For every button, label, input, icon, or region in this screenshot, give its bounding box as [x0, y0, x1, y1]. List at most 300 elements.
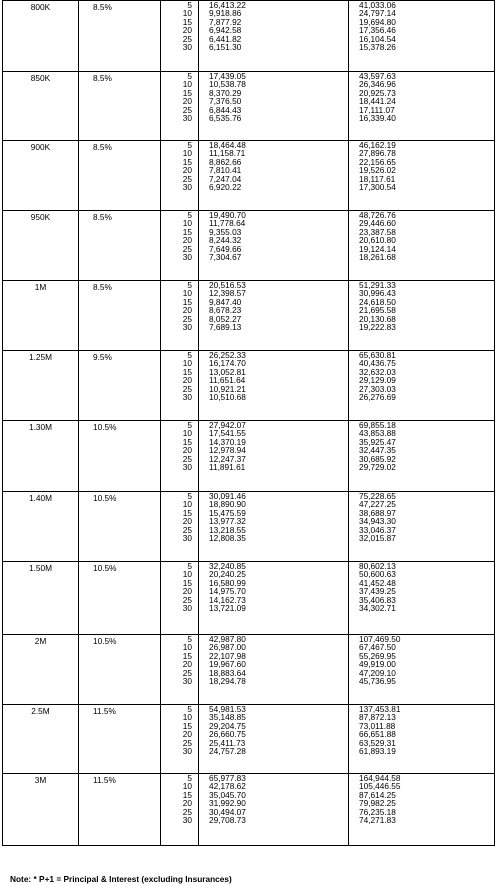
principal-interest-value: 8,244.32: [209, 235, 242, 246]
required-income-value: 27,303.03: [359, 383, 396, 394]
principal-interest-value: 12,398.57: [209, 288, 246, 299]
principal-interest-cell: [199, 705, 349, 774]
required-income-value: 87,614.25: [359, 789, 396, 800]
term-years-cell-list: [161, 562, 198, 612]
principal-interest-cell-list: [199, 705, 348, 755]
term-year: 15: [182, 226, 192, 237]
required-income-value: 38,688.97: [359, 507, 396, 518]
term-year: 30: [182, 321, 192, 332]
principal-interest-cell: [199, 492, 349, 562]
interest-rate-cell: 8.5%: [79, 72, 161, 141]
principal-interest-value: 16,413.22: [209, 0, 246, 10]
required-income-value: 48,726.76: [359, 210, 396, 220]
term-year: 10: [182, 288, 192, 299]
principal-interest-cell-list: [199, 492, 348, 542]
principal-interest-value: 7,810.41: [209, 165, 242, 176]
principal-interest-value: 13,721.09: [209, 602, 246, 613]
principal-interest-value: 42,987.80: [209, 634, 246, 644]
required-income-cell: [349, 774, 495, 846]
principal-interest-value: 12,978.94: [209, 445, 246, 456]
required-income-cell: [349, 211, 495, 281]
principal-interest-value: 8,370.29: [209, 87, 242, 98]
principal-interest-value: 7,304.67: [209, 251, 242, 262]
term-year: 15: [182, 156, 192, 167]
term-years-cell: [161, 1, 199, 72]
term-years-cell-list: [161, 635, 198, 685]
principal-interest-cell: [199, 141, 349, 211]
principal-interest-value: 17,439.05: [209, 71, 246, 81]
term-year: 30: [182, 251, 192, 262]
required-income-value: 50,600.63: [359, 569, 396, 580]
principal-interest-value: 18,890.90: [209, 499, 246, 510]
required-income-cell-list: [349, 774, 494, 824]
required-income-cell: [349, 562, 495, 635]
principal-interest-value: 11,891.61: [209, 461, 246, 472]
principal-interest-cell: [199, 1, 349, 72]
required-income-value: 79,982.25: [359, 798, 396, 809]
principal-interest-value: 14,370.19: [209, 436, 246, 447]
term-year: 20: [182, 516, 192, 527]
principal-interest-cell-list: [199, 562, 348, 612]
required-income-cell-list: [349, 351, 494, 401]
principal-interest-cell: [199, 421, 349, 492]
interest-rate-cell: 8.5%: [79, 1, 161, 72]
required-income-value: 26,276.69: [359, 391, 396, 402]
principal-interest-value: 30,091.46: [209, 491, 246, 501]
principal-interest-value: 18,883.64: [209, 667, 246, 678]
required-income-value: 26,346.96: [359, 79, 396, 90]
principal-interest-cell-list: [199, 281, 348, 331]
principal-interest-value: 16,174.70: [209, 358, 246, 369]
required-income-value: 74,271.83: [359, 814, 396, 825]
term-year: 30: [182, 112, 192, 123]
term-years-cell-list: [161, 492, 198, 542]
principal-interest-cell-list: [199, 141, 348, 191]
required-income-value: 66,651.88: [359, 729, 396, 740]
principal-interest-cell-list: [199, 351, 348, 401]
required-income-cell-list: [349, 705, 494, 755]
table-row: [3, 705, 495, 774]
principal-interest-value: 8,862.66: [209, 156, 242, 167]
principal-interest-value: 54,981.53: [209, 704, 246, 714]
required-income-value: 29,446.60: [359, 218, 396, 229]
principal-interest-value: 17,541.55: [209, 428, 246, 439]
required-income-value: 80,602.13: [359, 561, 396, 571]
term-year: 20: [182, 235, 192, 246]
required-income-value: 55,269.95: [359, 650, 396, 661]
term-years-cell: [161, 492, 199, 562]
term-year: 5: [187, 0, 192, 10]
required-income-value: 32,015.87: [359, 532, 396, 543]
term-years-cell-list: [161, 141, 198, 191]
principal-interest-value: 11,158.71: [209, 148, 246, 159]
required-income-value: 107,469.50: [359, 634, 401, 644]
term-years-cell: [161, 421, 199, 492]
principal-interest-value: 26,987.00: [209, 642, 246, 653]
term-year: 20: [182, 96, 192, 107]
required-income-value: 27,896.78: [359, 148, 396, 159]
principal-interest-value: 14,162.73: [209, 594, 246, 605]
required-income-value: 19,694.80: [359, 16, 396, 27]
term-year: 20: [182, 165, 192, 176]
principal-interest-value: 18,464.48: [209, 140, 246, 150]
loan-amortization-table: [2, 0, 495, 846]
required-income-cell: [349, 492, 495, 562]
principal-interest-cell-list: [199, 1, 348, 51]
principal-interest-cell: [199, 562, 349, 635]
term-year: 15: [182, 650, 192, 661]
required-income-value: 43,597.63: [359, 71, 396, 81]
term-year: 5: [187, 280, 192, 290]
required-income-value: 61,893.19: [359, 745, 396, 756]
term-years-cell: [161, 141, 199, 211]
required-income-value: 47,227.25: [359, 499, 396, 510]
required-income-cell-list: [349, 281, 494, 331]
term-years-cell: [161, 635, 199, 705]
required-income-value: 15,378.26: [359, 41, 396, 52]
required-income-cell-list: [349, 421, 494, 471]
required-income-value: 65,630.81: [359, 350, 396, 360]
required-income-value: 45,736.95: [359, 675, 396, 686]
term-year: 20: [182, 586, 192, 597]
principal-interest-cell: [199, 351, 349, 421]
term-year: 30: [182, 41, 192, 52]
required-income-value: 24,797.14: [359, 8, 396, 19]
principal-interest-value: 11,778.64: [209, 218, 246, 229]
term-year: 20: [182, 659, 192, 670]
principal-interest-value: 35,045.70: [209, 789, 246, 800]
required-income-cell-list: [349, 211, 494, 261]
principal-interest-value: 7,877.92: [209, 16, 242, 27]
term-years-cell: [161, 281, 199, 351]
required-income-value: 24,618.50: [359, 296, 396, 307]
required-income-value: 87,872.13: [359, 712, 396, 723]
loan-amount-cell: 2.5M: [3, 705, 79, 774]
interest-rate-cell: 9.5%: [79, 351, 161, 421]
required-income-value: 49,919.00: [359, 659, 396, 670]
required-income-value: 47,209.10: [359, 667, 396, 678]
principal-interest-value: 25,411.73: [209, 737, 246, 748]
term-years-cell: [161, 211, 199, 281]
required-income-value: 51,291.33: [359, 280, 396, 290]
required-income-value: 63,529.31: [359, 737, 396, 748]
principal-interest-value: 6,151.30: [209, 41, 242, 52]
term-year: 5: [187, 350, 192, 360]
interest-rate-cell: 11.5%: [79, 705, 161, 774]
required-income-cell: [349, 351, 495, 421]
term-year: 10: [182, 148, 192, 159]
required-income-value: 67,467.50: [359, 642, 396, 653]
required-income-value: 20,130.68: [359, 313, 396, 324]
term-year: 5: [187, 561, 192, 571]
loan-amount-cell: 850K: [3, 72, 79, 141]
required-income-value: 76,235.18: [359, 806, 396, 817]
term-year: 25: [182, 667, 192, 678]
principal-interest-value: 6,535.76: [209, 112, 242, 123]
principal-interest-value: 27,942.07: [209, 420, 246, 430]
principal-interest-value: 8,678.23: [209, 305, 242, 316]
required-income-value: 16,339.40: [359, 112, 396, 123]
term-year: 30: [182, 461, 192, 472]
term-years-cell: [161, 562, 199, 635]
required-income-value: 105,446.55: [359, 781, 401, 792]
table-row: [3, 72, 495, 141]
required-income-cell-list: [349, 492, 494, 542]
required-income-value: 164,944.58: [359, 773, 401, 783]
table-row: [3, 281, 495, 351]
required-income-cell: [349, 635, 495, 705]
principal-interest-value: 16,580.99: [209, 577, 246, 588]
required-income-value: 33,046.37: [359, 524, 396, 535]
principal-interest-value: 35,148.85: [209, 712, 246, 723]
term-year: 25: [182, 453, 192, 464]
principal-interest-cell-list: [199, 421, 348, 471]
principal-interest-value: 9,918.86: [209, 8, 242, 19]
term-year: 25: [182, 33, 192, 44]
table-row: [3, 492, 495, 562]
required-income-value: 43,853.88: [359, 428, 396, 439]
principal-interest-value: 26,660.75: [209, 729, 246, 740]
loan-amount-cell: 800K: [3, 1, 79, 72]
required-income-value: 22,156.65: [359, 156, 396, 167]
principal-interest-value: 32,240.85: [209, 561, 246, 571]
principal-interest-cell: [199, 72, 349, 141]
principal-interest-value: 7,649.66: [209, 243, 242, 254]
principal-interest-value: 8,052.27: [209, 313, 242, 324]
table-row: [3, 635, 495, 705]
term-year: 15: [182, 720, 192, 731]
required-income-cell: [349, 421, 495, 492]
interest-rate-cell: 10.5%: [79, 421, 161, 492]
required-income-value: 19,124.14: [359, 243, 396, 254]
required-income-cell: [349, 1, 495, 72]
term-year: 25: [182, 243, 192, 254]
required-income-value: 41,452.48: [359, 577, 396, 588]
loan-amount-cell: 900K: [3, 141, 79, 211]
term-year: 10: [182, 642, 192, 653]
principal-interest-value: 6,844.43: [209, 104, 242, 115]
principal-interest-value: 14,975.70: [209, 586, 246, 597]
required-income-cell: [349, 141, 495, 211]
required-income-value: 17,356.46: [359, 25, 396, 36]
loan-amount-cell: 1.50M: [3, 562, 79, 635]
term-year: 15: [182, 507, 192, 518]
term-years-cell: [161, 351, 199, 421]
term-years-cell-list: [161, 351, 198, 401]
term-year: 5: [187, 420, 192, 430]
term-years-cell-list: [161, 72, 198, 122]
term-year: 5: [187, 773, 192, 783]
term-years-cell-list: [161, 211, 198, 261]
principal-interest-value: 7,689.13: [209, 321, 242, 332]
principal-interest-value: 30,494.07: [209, 806, 246, 817]
principal-interest-value: 42,178.62: [209, 781, 246, 792]
required-income-value: 20,925.73: [359, 87, 396, 98]
interest-rate-cell: 8.5%: [79, 281, 161, 351]
principal-interest-value: 19,967.60: [209, 659, 246, 670]
required-income-cell: [349, 72, 495, 141]
term-year: 10: [182, 358, 192, 369]
required-income-value: 21,695.58: [359, 305, 396, 316]
required-income-value: 34,302.71: [359, 602, 396, 613]
required-income-cell-list: [349, 141, 494, 191]
term-years-cell-list: [161, 774, 198, 824]
term-year: 10: [182, 218, 192, 229]
required-income-cell-list: [349, 1, 494, 51]
loan-amount-cell: 1M: [3, 281, 79, 351]
interest-rate-cell: 8.5%: [79, 141, 161, 211]
term-year: 25: [182, 524, 192, 535]
term-year: 5: [187, 71, 192, 81]
required-income-value: 19,222.83: [359, 321, 396, 332]
term-years-cell: [161, 72, 199, 141]
required-income-value: 17,300.54: [359, 181, 396, 192]
interest-rate-cell: 10.5%: [79, 635, 161, 705]
required-income-cell-list: [349, 562, 494, 612]
term-year: 25: [182, 383, 192, 394]
required-income-value: 32,447.35: [359, 445, 396, 456]
term-year: 20: [182, 445, 192, 456]
loan-amount-cell: 1.30M: [3, 421, 79, 492]
principal-interest-cell: [199, 635, 349, 705]
principal-interest-value: 9,847.40: [209, 296, 242, 307]
principal-interest-cell-list: [199, 211, 348, 261]
term-year: 30: [182, 602, 192, 613]
table-body: [3, 1, 495, 846]
required-income-value: 20,610.80: [359, 235, 396, 246]
principal-interest-value: 22,107.98: [209, 650, 246, 661]
required-income-value: 18,117.61: [359, 173, 396, 184]
term-year: 10: [182, 569, 192, 580]
term-year: 25: [182, 594, 192, 605]
term-year: 25: [182, 104, 192, 115]
interest-rate-cell: 10.5%: [79, 492, 161, 562]
principal-interest-value: 29,204.75: [209, 720, 246, 731]
required-income-value: 37,439.25: [359, 586, 396, 597]
term-year: 30: [182, 181, 192, 192]
required-income-value: 34,943.30: [359, 516, 396, 527]
term-year: 10: [182, 428, 192, 439]
principal-interest-value: 9,355.03: [209, 226, 242, 237]
interest-rate-cell: 8.5%: [79, 211, 161, 281]
principal-interest-value: 10,538.78: [209, 79, 246, 90]
required-income-value: 30,685.92: [359, 453, 396, 464]
table-row: [3, 1, 495, 72]
principal-interest-value: 6,441.82: [209, 33, 242, 44]
term-year: 25: [182, 806, 192, 817]
principal-interest-value: 13,218.55: [209, 524, 246, 535]
loan-table-wrapper: [2, 0, 494, 846]
term-year: 5: [187, 491, 192, 501]
loan-amount-cell: 1.40M: [3, 492, 79, 562]
term-year: 15: [182, 436, 192, 447]
principal-interest-value: 10,921.21: [209, 383, 246, 394]
term-years-cell: [161, 774, 199, 846]
interest-rate-cell: 10.5%: [79, 562, 161, 635]
term-year: 20: [182, 798, 192, 809]
required-income-value: 17,111.07: [359, 104, 395, 115]
term-year: 30: [182, 745, 192, 756]
term-year: 15: [182, 789, 192, 800]
term-year: 30: [182, 675, 192, 686]
required-income-value: 69,855.18: [359, 420, 396, 430]
required-income-cell-list: [349, 635, 494, 685]
term-year: 20: [182, 375, 192, 386]
term-years-cell-list: [161, 705, 198, 755]
term-year: 5: [187, 704, 192, 714]
footnote: Note: * P+1 = Principal & Interest (excluding Insurances): [10, 874, 232, 884]
principal-interest-value: 19,490.70: [209, 210, 246, 220]
term-years-cell-list: [161, 281, 198, 331]
table-row: [3, 141, 495, 211]
principal-interest-value: 6,942.58: [209, 25, 242, 36]
required-income-value: 18,441.24: [359, 96, 396, 107]
required-income-value: 40,436.75: [359, 358, 396, 369]
required-income-value: 18,261.68: [359, 251, 396, 262]
table-row: [3, 774, 495, 846]
required-income-value: 137,453.81: [359, 704, 401, 714]
term-year: 5: [187, 634, 192, 644]
required-income-value: 73,011.88: [359, 720, 396, 731]
term-year: 30: [182, 814, 192, 825]
loan-amount-cell: 950K: [3, 211, 79, 281]
principal-interest-cell: [199, 774, 349, 846]
principal-interest-value: 20,240.25: [209, 569, 246, 580]
term-year: 30: [182, 391, 192, 402]
principal-interest-cell-list: [199, 72, 348, 122]
term-year: 15: [182, 366, 192, 377]
principal-interest-value: 15,475.59: [209, 507, 246, 518]
principal-interest-cell: [199, 211, 349, 281]
required-income-value: 16,104.54: [359, 33, 396, 44]
required-income-value: 19,526.02: [359, 165, 396, 176]
term-year: 20: [182, 729, 192, 740]
principal-interest-value: 7,247.04: [209, 173, 242, 184]
term-year: 5: [187, 210, 192, 220]
term-year: 10: [182, 8, 192, 19]
term-year: 15: [182, 577, 192, 588]
required-income-value: 23,387.58: [359, 226, 396, 237]
principal-interest-value: 18,294.78: [209, 675, 246, 686]
principal-interest-value: 12,808.35: [209, 532, 246, 543]
principal-interest-value: 12,247.37: [209, 453, 246, 464]
term-years-cell-list: [161, 421, 198, 471]
table-row: [3, 211, 495, 281]
principal-interest-value: 7,376.50: [209, 96, 242, 107]
term-year: 20: [182, 305, 192, 316]
principal-interest-value: 31,992.90: [209, 798, 246, 809]
table-row: [3, 351, 495, 421]
term-year: 25: [182, 313, 192, 324]
principal-interest-value: 24,757.28: [209, 745, 246, 756]
table-row: [3, 562, 495, 635]
required-income-cell-list: [349, 72, 494, 122]
loan-amount-cell: 1.25M: [3, 351, 79, 421]
principal-interest-value: 20,516.53: [209, 280, 246, 290]
term-year: 10: [182, 712, 192, 723]
required-income-cell: [349, 705, 495, 774]
principal-interest-value: 11,651.64: [209, 375, 246, 386]
principal-interest-cell-list: [199, 774, 348, 824]
loan-amount-cell: 3M: [3, 774, 79, 846]
required-income-value: 35,406.83: [359, 594, 396, 605]
term-year: 20: [182, 25, 192, 36]
required-income-value: 41,033.06: [359, 0, 396, 10]
term-years-cell-list: [161, 1, 198, 51]
required-income-value: 75,228.65: [359, 491, 396, 501]
principal-interest-value: 65,977.83: [209, 773, 246, 783]
required-income-cell: [349, 281, 495, 351]
